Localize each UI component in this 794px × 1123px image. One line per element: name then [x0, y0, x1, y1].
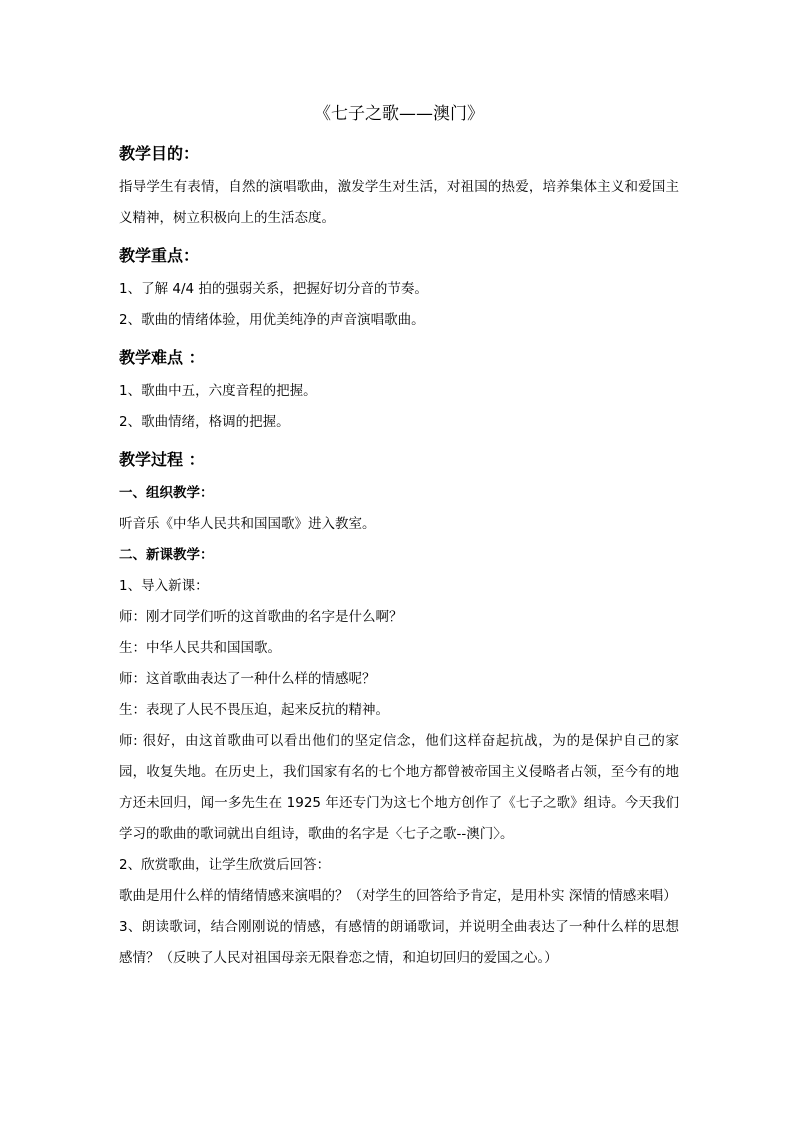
process-heading: 教学过程 ：	[119, 450, 205, 469]
document-page	[119, 100, 679, 974]
difficulty-heading: 教学难点 ：	[119, 348, 205, 367]
step2-line: 歌曲是用什么样的情绪情感来演唱的？（对学生的回答给予肯定，是用朴实 深情的情感来唱）	[119, 888, 677, 904]
goal-heading: 教学目的：	[119, 144, 200, 163]
difficulty-item: 2、歌曲情绪，格调的把握。	[119, 414, 290, 430]
key-heading: 教学重点：	[119, 246, 200, 265]
step2-line: 生：中华人民共和国国歌。	[119, 640, 281, 656]
step2-line: 师：这首歌曲表达了一种什么样的情感呢？	[119, 671, 376, 687]
step1-text: 听音乐《中华人民共和国国歌》进入教室。	[119, 516, 376, 532]
step2-line: 1、导入新课：	[119, 578, 209, 594]
difficulty-item: 1、歌曲中五，六度音程的把握。	[119, 383, 317, 399]
step2-line: 生：表现了人民不畏压迫，起来反抗的精神。	[119, 702, 389, 718]
step2-line: 师：刚才同学们听的这首歌曲的名字是什么啊？	[119, 609, 403, 625]
step1-heading: 一、组织教学：	[119, 485, 214, 501]
step2-line: 师: 很好，由这首歌曲可以看出他们的坚定信念，他们这样奋起抗战，为的是保护自己的家园，收复失地。在历史上，我们国家有名的七个地方都曾被帝国主义侵略者占领，至今有的地方还未回归，闻一多先生在 1925 年还专门为这七个地方创作了《七子之歌》组诗。今天我们学习的歌曲的歌词就出自组诗，歌曲的名字是〈七子之歌--澳门〉。	[119, 733, 679, 842]
goal-text: 指导学生有表情，自然的演唱歌曲，激发学生对生活，对祖国的热爱，培养集体主义和爱国主义精神，树立积极向上的生活态度。	[119, 179, 679, 226]
key-item: 1、了解 4/4 拍的强弱关系，把握好切分音的节奏。	[119, 281, 428, 297]
step2-line: 2、欣赏歌曲，让学生欣赏后回答：	[119, 857, 331, 873]
key-item: 2、歌曲的情绪体验，用优美纯净的声音演唱歌曲。	[119, 312, 425, 328]
step2-line: 3、朗读歌词，结合刚刚说的情感，有感情的朗诵歌词，并说明全曲表达了一种什么样的思想感情？（反映了人民对祖国母亲无限眷恋之情，和迫切回归的爱国之心。）	[119, 919, 679, 966]
document-title: 《七子之歌——澳门》	[314, 104, 484, 124]
step2-heading: 二、新课教学：	[119, 547, 214, 563]
